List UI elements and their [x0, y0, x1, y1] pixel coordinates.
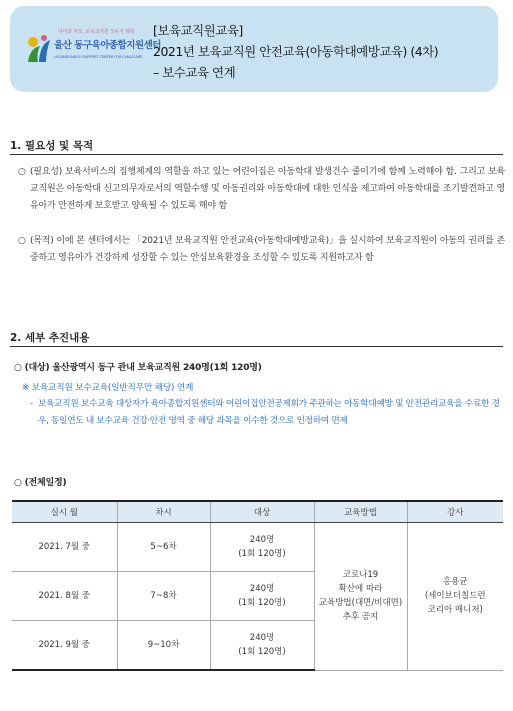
section-heading-necessity: 1. 필요성 및 목적 — [10, 140, 94, 152]
circle-bullet-icon: ○ — [18, 167, 26, 177]
title-line: – 보수교육 연계 — [153, 65, 236, 80]
table-row — [12, 523, 503, 572]
center-logo — [24, 28, 161, 72]
logo-icon — [24, 32, 52, 64]
session-cell: 9~10차 — [117, 621, 210, 671]
logo-tagline: 아이와 부모, 보육교직원 모두가 행복 — [58, 29, 135, 35]
column-header: 교육방법 — [314, 501, 407, 523]
target-line: ○ (대상) 울산광역시 동구 관내 보육교직원 240명(1회 120명) — [14, 363, 262, 373]
circle-bullet-icon: ○ — [18, 236, 26, 246]
logo-name: 울산 동구육아종합지원센터 — [54, 40, 161, 51]
section-divider — [10, 346, 503, 347]
month-cell: 2021. 9월 중 — [12, 621, 117, 671]
target-cell: 240명 (1회 120명) — [210, 621, 314, 671]
schedule-table — [12, 500, 503, 671]
column-header: 실시 월 — [12, 501, 117, 523]
header-banner — [10, 6, 498, 92]
title-line: [보육교직원교육] — [153, 23, 243, 38]
section-heading-details: 2. 세부 추진내용 — [10, 332, 90, 344]
schedule-heading: ○ (전체일정) — [14, 478, 67, 488]
document-title — [153, 20, 438, 83]
column-header: 강사 — [407, 501, 503, 523]
column-header: 대상 — [210, 501, 314, 523]
logo-english: ULSANDONGGU SUPPORT CENTER FOR CHILDCARE — [54, 55, 143, 59]
section-divider — [10, 154, 503, 155]
title-line: 2021년 보육교직원 안전교육(아동학대예방교육) (4차) — [153, 44, 439, 59]
month-cell: 2021. 7월 중 — [12, 523, 117, 572]
dash-bullet: - — [30, 399, 33, 409]
target-cell: 240명 (1회 120명) — [210, 572, 314, 621]
purpose-paragraph: ○ (목적) 이에 본 센터에서는 「2021년 보육교직원 안전교육(아동학대예방교육)」을 실시하여 보육교직원이 아동의 권리를 존중하고 영유아가 건강하게 성장할 수 있는 안심보육환경을 조성할 수 있도록 지원하고자 함 — [18, 233, 505, 267]
exemption-detail: - 보육교직원 보수교육 대상자가 육아종합지원센터와 어린이집안전공제회가 주관하는 아동학대예방 및 안전관리교육을 수료한 경우, 동일연도 내 보수교육 건강·안전 영역 중 해당 과목을 이수한 것으로 인정하여 면제 — [30, 396, 500, 430]
target-cell: 240명 (1회 120명) — [210, 523, 314, 572]
method-cell: 코로나19 확산에 따라 교육방법(대면/비대면) 추후 공지 — [314, 523, 407, 671]
instructor-cell: 홍용균 (세이브더칠드런 코리아 매니저) — [407, 523, 503, 671]
training-link-note: ※ 보육교직원 보수교육(일반직무만 해당) 연계 — [22, 383, 194, 393]
session-cell: 5~6차 — [117, 523, 210, 572]
table-header-row — [12, 501, 503, 523]
column-header: 차시 — [117, 501, 210, 523]
session-cell: 7~8차 — [117, 572, 210, 621]
necessity-paragraph: ○ (필요성) 보육서비스의 집행체계의 역할을 하고 있는 어린이집은 아동학대 발생건수 줄이기에 함께 노력해야 함. 그리고 보육교직원은 아동학대 신고의무자로서의 역할수행 및 아동권리와 아동학대에 대한 인식을 제고하여 아동학대를 조기발견하고 영유아가 안전하게 보호받고 양육될 수 있도록 해야 함 — [18, 164, 505, 215]
month-cell: 2021. 8월 중 — [12, 572, 117, 621]
